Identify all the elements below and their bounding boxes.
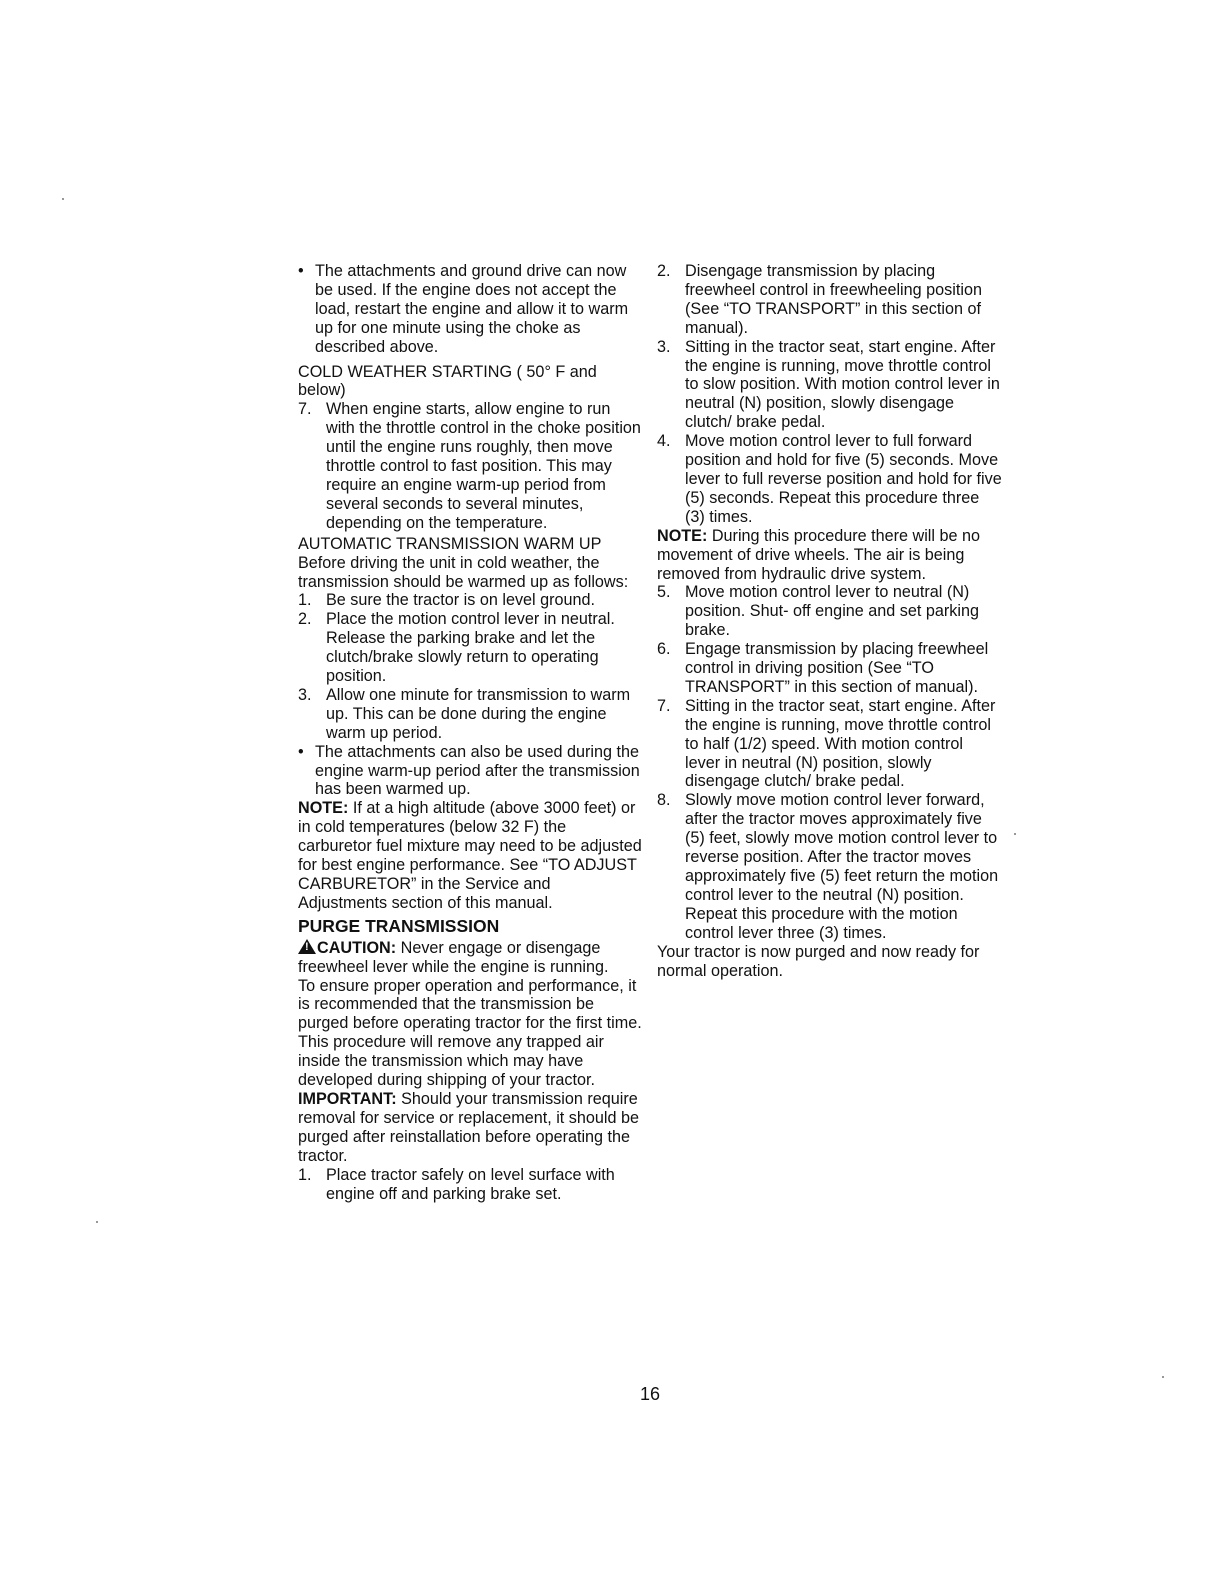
list-item [298,743,643,800]
bullet-marker: • [298,742,304,761]
step-marker: 6. [657,640,671,659]
step-text: Sitting in the tractor seat, start engine. After the engine is running, move throttle control to half (1/2) speed. With motion control lever in neutral (N) position, slowly disengage clutch/ brake pedal. [685,696,996,791]
important-label: IMPORTANT: [298,1089,397,1108]
step-marker: 3. [657,337,671,356]
section-heading: AUTOMATIC TRANSMISSION WARM UP [298,534,602,553]
warning-triangle-icon [298,939,316,954]
step-marker: 5. [657,583,671,602]
step-text: Allow one minute for transmission to warm up. This can be done during the engine warm up period. [326,685,631,742]
list-item [298,591,643,610]
list-item [657,583,1002,640]
step-text: Disengage transmission by placing freewheel control in freewheeling position (See “TO TRANSPORT” in this section of manual). [685,262,982,337]
list-item [657,697,1002,792]
purge-steps-continued [657,583,1002,942]
step-text: Move motion control lever to neutral (N) position. Shut- off engine and set parking brake. [685,583,979,640]
left-column [298,262,643,1203]
page-number: 16 [639,1384,661,1404]
purge-heading: PURGE TRANSMISSION [298,915,500,936]
step-text: Slowly move motion control lever forward, after the tractor moves approximately five (5) feet, slowly move motion control lever to reverse position. After the tractor moves approximately five (5) feet return the motion control lever to the neutral (N) position. Repeat this procedure with the motion control lever three (3) times. [685,791,999,942]
note-label: NOTE: [298,799,349,818]
step-text: Sitting in the tractor seat, start engine. After the engine is running, move throttle control to slow position. With motion control lever in neutral (N) position, slowly disengage clutch/ brake pedal. [685,337,1000,432]
bullet-text: The attachments can also be used during the engine warm-up period after the transmission has been warmed up. [315,742,640,799]
important-paragraph [298,1090,643,1166]
list-item [657,640,1002,697]
step-marker: 4. [657,432,671,451]
note-label: NOTE: [657,526,708,545]
step-marker: 7. [657,696,671,715]
step-text: Move motion control lever to full forward position and hold for five (5) seconds. Move lever to full reverse position and hold for five (5) seconds. Repeat this procedure three (3) times. [685,432,1002,526]
step-text: When engine starts, allow engine to run with the throttle control in the choke position until the engine runs roughly, then move throttle control to fast position. This may require an engine warm-up period from several seconds to several minutes, depending on the temperature. [326,400,641,532]
scan-speck [62,198,64,200]
note-paragraph [298,799,643,912]
list-item [298,686,643,743]
bullet-marker: • [298,262,304,280]
purge-steps [657,262,1002,527]
scan-speck [96,1221,98,1223]
right-column [657,262,1002,980]
step-marker: 1. [298,591,312,610]
caution-paragraph [298,939,643,977]
step-marker: 2. [298,610,312,629]
closing-paragraph: Your tractor is now purged and now ready for normal operation. [657,942,980,980]
paragraph: Before driving the unit in cold weather, the transmission should be warmed up as follows: [298,553,629,591]
note-text: If at a high altitude (above 3000 feet) or in cold temperatures (below 32 F) the carburetor fuel mixture may need to be adjusted for best engine performance. See “TO ADJUST CARBURETOR” in the Service and Adjustments section of this manual. [298,799,642,912]
list-item [657,432,1002,527]
step-text: Be sure the tractor is on level ground. [326,591,596,610]
step-text: Place tractor safely on level surface with engine off and parking brake set. [326,1165,615,1203]
step-marker: 3. [298,685,312,704]
scan-speck [1162,1376,1164,1378]
section-heading: COLD WEATHER STARTING ( 50° F and below) [298,362,597,400]
warm-up-steps [298,591,643,742]
important-text: Should your transmission require removal for service or replacement, it should be purged after reinstallation before operating the tractor. [298,1089,639,1165]
list-item [657,791,1002,942]
step-text: Place the motion control lever in neutral. Release the parking brake and let the clutch/brake slowly return to operating position. [326,610,615,686]
step-text: Engage transmission by placing freewheel control in driving position (See “TO TRANSPORT” in this section of manual). [685,640,989,696]
scan-speck [1014,833,1016,835]
step-marker: 7. [298,400,312,419]
paragraph: To ensure proper operation and performance, it is recommended that the transmission be purged before operating tractor for the first time. This procedure will remove any trapped air inside the transmission which may have developed during shipping of your tractor. [298,976,642,1090]
list-item [657,262,1002,338]
list-item [298,610,643,686]
bullet-text: The attachments and ground drive can now be used. If the engine does not accept the load, restart the engine and allow it to warm up for one minute using the choke as described above. [315,262,629,356]
step-marker: 2. [657,262,671,280]
list-item [298,262,643,357]
list-item [657,338,1002,433]
caution-text: Never engage or disengage freewheel lever while the engine is running. [298,938,609,976]
list-item [298,1166,643,1204]
list-item [298,400,643,532]
caution-label: CAUTION: [317,938,397,957]
note-paragraph [657,527,1002,584]
step-marker: 1. [298,1165,312,1184]
note-text: During this procedure there will be no movement of drive wheels. The air is being removed from hydraulic drive system. [657,526,980,583]
step-marker: 8. [657,791,671,810]
